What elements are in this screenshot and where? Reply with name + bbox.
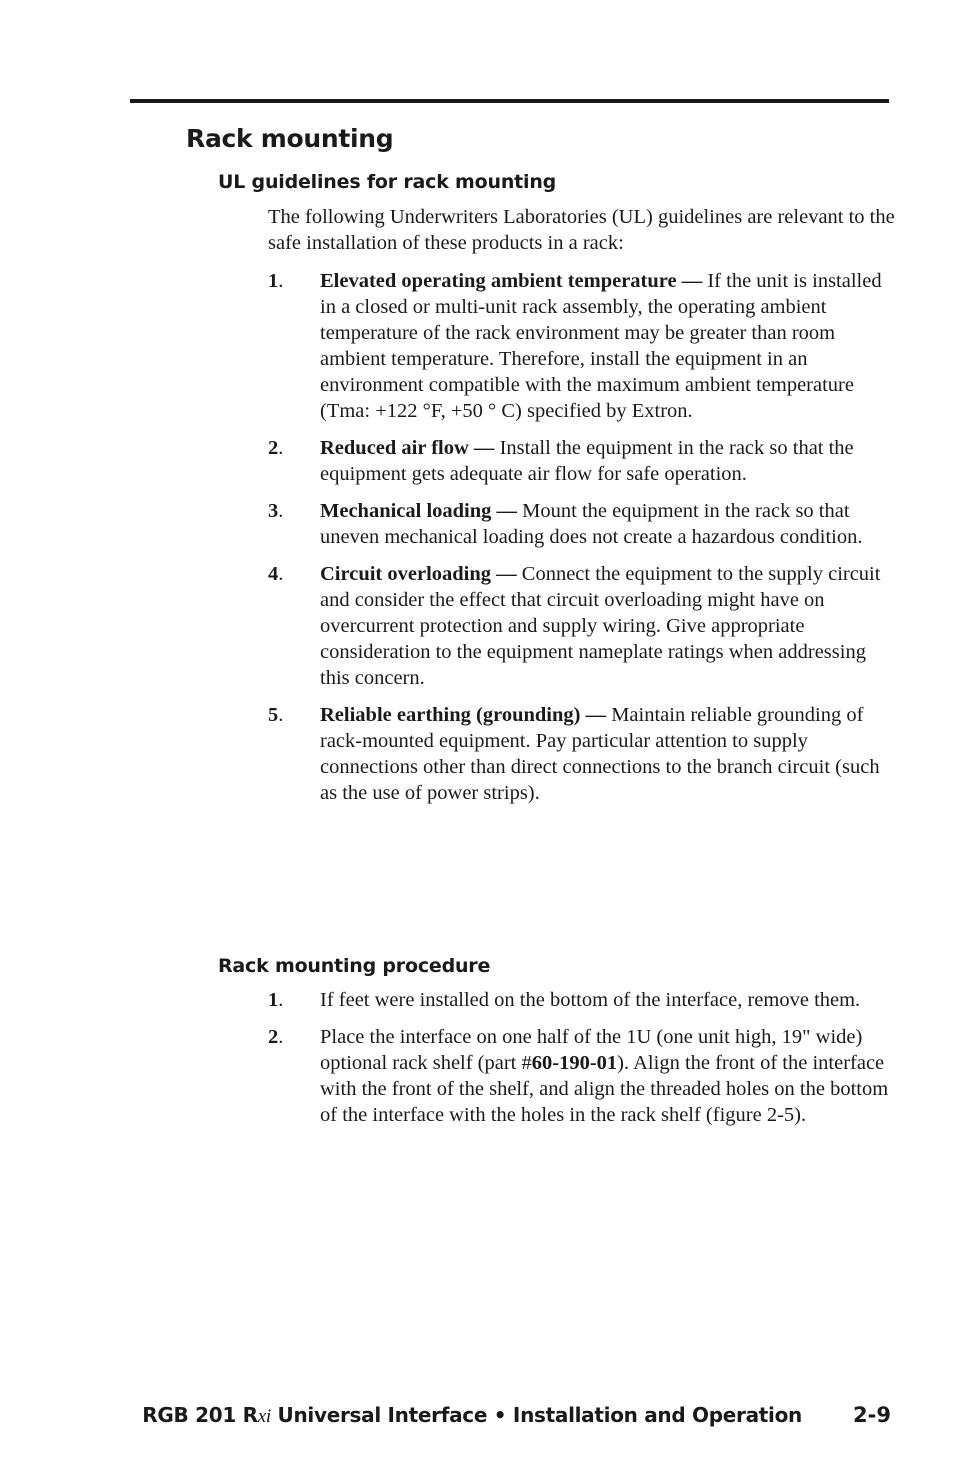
item-number: 3 [268,500,279,522]
item-number: 5 [268,704,279,726]
item-lead: Reduced air flow — [320,437,495,459]
procedure-step: 2. Place the interface on one half of the 1U (one unit high, 19" wide) optional rack shelf (part #60-190-01). Align the front of the interface with the front of the shelf, and align the threaded holes on the bottom of the interface with the holes in the rack shelf (figure 2-5). [268,1026,889,1126]
item-text: If the unit is installed in a closed or multi-unit rack assembly, the operating ambient temperature of the rack environment may be greater than room ambient temperature. Therefore, install the equipment in an environment compatible with the maximum ambient temperature (Tma: +122 °F, +50 ° C) specified by Extron. [320,270,882,422]
step-number: 1 [268,989,279,1011]
item-number: 4 [268,563,279,585]
list-item: 3. Mechanical loading — Mount the equipment in the rack so that uneven mechanical loading does not create a hazardous condition. [268,500,863,548]
procedure-step: 1. If feet were installed on the bottom of the interface, remove them. [268,989,861,1011]
item-text: Connect the equipment to the supply circuit and consider the effect that circuit overloading might have on overcurrent protection and supply wiring. Give appropriate consideration to the equipment nameplate ratings when addressing this concern. [320,563,881,689]
item-number: 2 [268,437,279,459]
item-text: Mount the equipment in the rack so that uneven mechanical loading does not create a hazardous condition. [320,500,863,548]
item-lead: Reliable earthing (grounding) — [320,704,607,726]
step-text-continued: ). Align the front of the interface with the front of the shelf, and align the threaded holes on the bottom of the interface with the holes in the rack shelf (figure 2-5). [320,1052,889,1126]
page-number: 2-9 [853,1403,891,1427]
list-item: 4. Circuit overloading — Connect the equipment to the supply circuit and consider the effect that circuit overloading might have on overcurrent protection and supply wiring. Give appropriate consideration to the equipment nameplate ratings when addressing this concern. [268,563,881,689]
item-text: Install the equipment in the rack so that the equipment gets adequate air flow for safe operation. [320,437,854,485]
list-item: 2. Reduced air flow — Install the equipment in the rack so that the equipment gets adequate air flow for safe operation. [268,437,854,485]
procedure-list [268,987,898,1128]
item-lead: Circuit overloading — [320,563,517,585]
step-text: Place the interface on one half of the 1U (one unit high, 19" wide) optional rack shelf (part # [320,1026,863,1074]
ul-guidelines-list [268,268,898,806]
page-footer [0,1403,954,1435]
item-lead: Mechanical loading — [320,500,518,522]
part-number: 60-190-01 [531,1052,618,1074]
step-number: 2 [268,1026,279,1048]
procedure-heading: Rack mounting procedure [218,955,491,977]
footer-product-suffix: xi [257,1406,271,1427]
section-heading: Rack mounting [186,124,394,153]
item-number: 1 [268,270,279,292]
footer-product-name: RGB 201 R [142,1403,258,1427]
footer-title-rest: Universal Interface • Installation and Operation [270,1403,802,1427]
ul-guidelines-heading: UL guidelines for rack mounting [218,171,557,193]
item-lead: Elevated operating ambient temperature — [320,270,703,292]
item-text: Maintain reliable grounding of rack-mounted equipment. Pay particular attention to supply connections other than direct connections to the branch circuit (such as the use of power strips). [320,704,880,804]
footer-title [142,1403,802,1428]
step-text: If feet were installed on the bottom of the interface, remove them. [320,989,861,1011]
list-item: 5. Reliable earthing (grounding) — Maintain reliable grounding of rack-mounted equipment. Pay particular attention to supply connections other than direct connections to the branch circuit (such as the use of power strips). [268,704,880,804]
list-item: 1. Elevated operating ambient temperature — If the unit is installed in a closed or multi-unit rack assembly, the operating ambient temperature of the rack environment may be greater than room ambient temperature. Therefore, install the equipment in an environment compatible with the maximum ambient temperature (Tma: +122 °F, +50 ° C) specified by Extron. [268,270,882,422]
header-rule [130,99,889,103]
ul-intro-text: The following Underwriters Laboratories (UL) guidelines are relevant to the safe installation of these products in a rack: [268,206,895,254]
